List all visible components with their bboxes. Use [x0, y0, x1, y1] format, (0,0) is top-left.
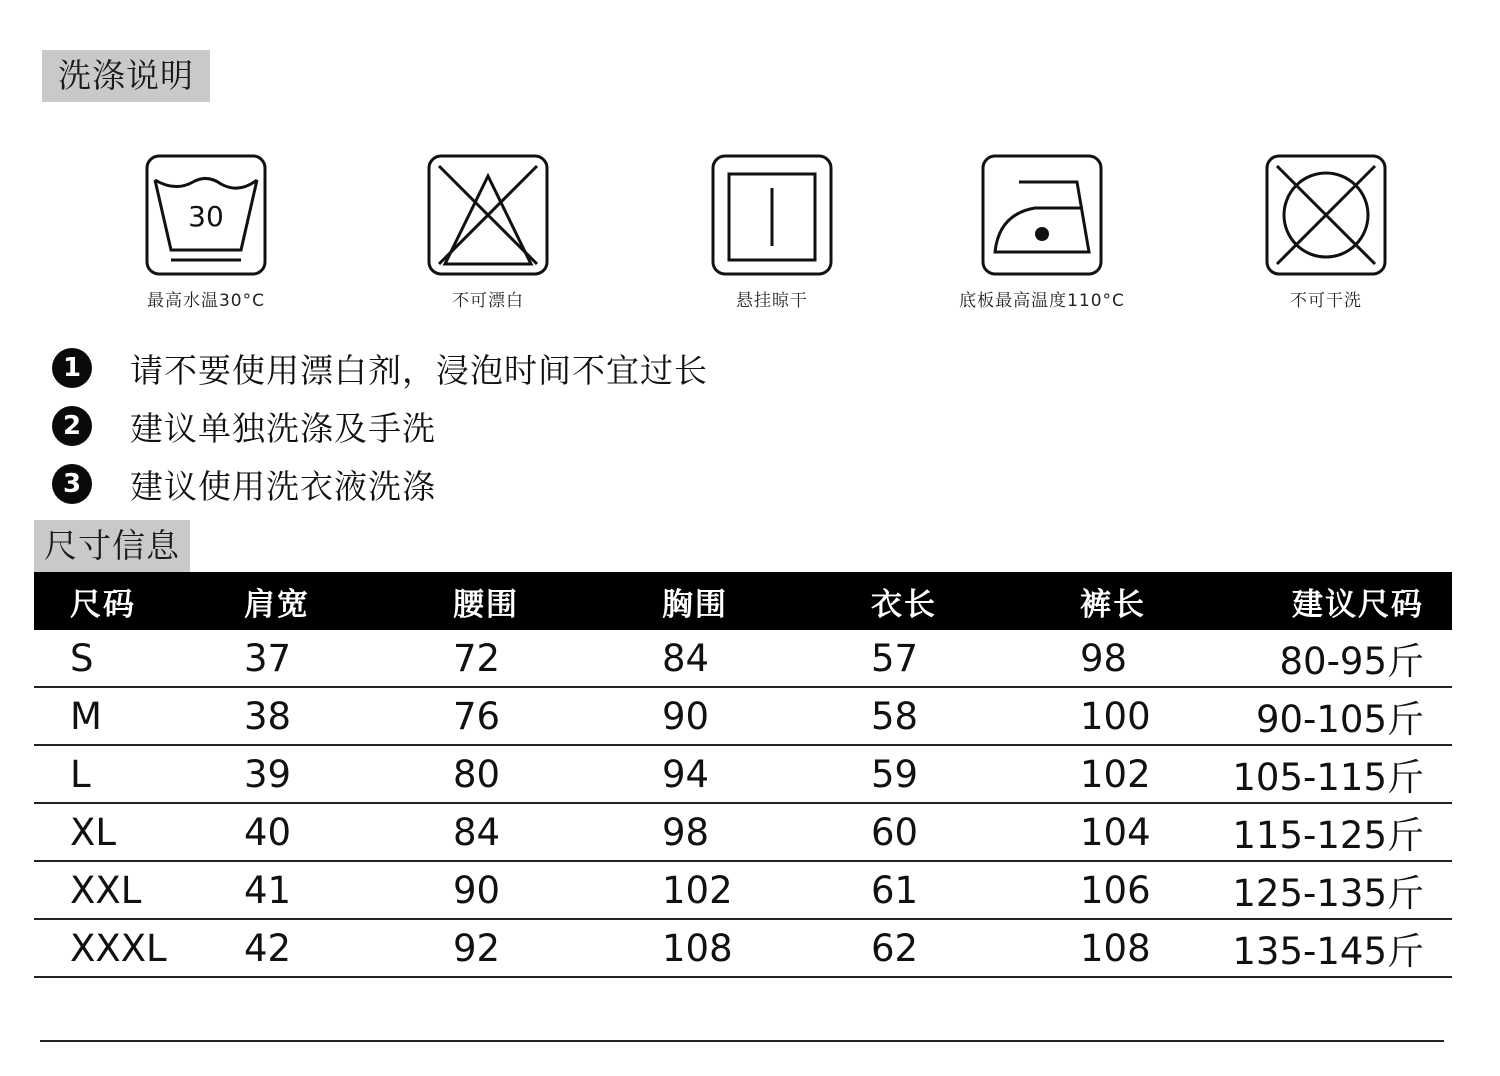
cell-recommended: 90-105斤	[1230, 687, 1452, 745]
size-table	[34, 572, 1452, 978]
table-row	[34, 861, 1452, 919]
cell-pants-length: 106	[1080, 861, 1230, 919]
cell-size: M	[34, 687, 244, 745]
size-table-header	[34, 572, 1452, 630]
note-text: 请不要使用漂白剂，浸泡时间不宜过长	[130, 350, 708, 390]
cell-top-length: 59	[871, 745, 1080, 803]
cell-chest: 108	[662, 919, 871, 977]
cell-chest: 98	[662, 803, 871, 861]
note-number-badge: 2	[52, 406, 92, 446]
cell-waist: 76	[453, 687, 662, 745]
cell-shoulder: 41	[244, 861, 453, 919]
cell-waist: 90	[453, 861, 662, 919]
size-section-title: 尺寸信息	[34, 520, 190, 572]
care-label-no-bleach: 不可漂白	[452, 291, 524, 311]
care-label-no-dry-clean: 不可干洗	[1290, 291, 1362, 311]
cell-recommended: 125-135斤	[1230, 861, 1452, 919]
note-item-1	[52, 346, 708, 390]
cell-recommended: 115-125斤	[1230, 803, 1452, 861]
cell-chest: 90	[662, 687, 871, 745]
table-row	[34, 803, 1452, 861]
note-number-badge: 1	[52, 348, 92, 388]
cell-pants-length: 104	[1080, 803, 1230, 861]
header-top-length: 衣长	[871, 586, 937, 623]
cell-waist: 80	[453, 745, 662, 803]
care-label-iron-temp: 底板最高温度110°C	[959, 291, 1125, 311]
cell-top-length: 57	[871, 630, 1080, 687]
cell-chest: 102	[662, 861, 871, 919]
table-row	[34, 687, 1452, 745]
cell-chest: 84	[662, 630, 871, 687]
cell-top-length: 61	[871, 861, 1080, 919]
cell-pants-length: 98	[1080, 630, 1230, 687]
cell-size: XXL	[34, 861, 244, 919]
cell-shoulder: 38	[244, 687, 453, 745]
note-text: 建议使用洗衣液洗涤	[130, 466, 436, 506]
wash-temperature-number: 30	[188, 200, 224, 233]
cell-shoulder: 42	[244, 919, 453, 977]
cell-size: XXXL	[34, 919, 244, 977]
care-symbol-wash-30	[76, 154, 336, 311]
cell-shoulder: 39	[244, 745, 453, 803]
wash-30-icon	[145, 154, 267, 276]
header-recommended: 建议尺码	[1292, 586, 1424, 623]
wash-section-title: 洗涤说明	[42, 50, 210, 102]
header-chest: 胸围	[662, 586, 728, 623]
cell-waist: 92	[453, 919, 662, 977]
cell-recommended: 105-115斤	[1230, 745, 1452, 803]
cell-size: S	[34, 630, 244, 687]
cell-shoulder: 40	[244, 803, 453, 861]
care-symbol-iron-low	[912, 154, 1172, 311]
note-item-3	[52, 462, 436, 506]
note-number-badge: 3	[52, 464, 92, 504]
note-item-2	[52, 404, 436, 448]
care-symbol-no-bleach	[358, 154, 618, 311]
cell-recommended: 135-145斤	[1230, 919, 1452, 977]
cell-top-length: 58	[871, 687, 1080, 745]
header-pants-length: 裤长	[1080, 586, 1146, 623]
cell-top-length: 62	[871, 919, 1080, 977]
header-size: 尺码	[70, 586, 136, 623]
care-symbol-hang-dry	[642, 154, 902, 311]
cell-size: L	[34, 745, 244, 803]
cell-size: XL	[34, 803, 244, 861]
cell-recommended: 80-95斤	[1230, 630, 1452, 687]
bottom-divider	[40, 1040, 1444, 1042]
cell-shoulder: 37	[244, 630, 453, 687]
note-text: 建议单独洗涤及手洗	[130, 408, 436, 448]
cell-pants-length: 108	[1080, 919, 1230, 977]
care-label-wash-temp: 最高水温30°C	[146, 291, 265, 311]
cell-waist: 72	[453, 630, 662, 687]
table-row	[34, 630, 1452, 687]
cell-chest: 94	[662, 745, 871, 803]
header-waist: 腰围	[453, 586, 519, 623]
cell-waist: 84	[453, 803, 662, 861]
care-symbol-no-dry-clean	[1196, 154, 1456, 311]
no-dry-clean-icon	[1265, 154, 1387, 276]
cell-pants-length: 100	[1080, 687, 1230, 745]
cell-top-length: 60	[871, 803, 1080, 861]
no-bleach-icon	[427, 154, 549, 276]
cell-pants-length: 102	[1080, 745, 1230, 803]
hang-dry-icon	[711, 154, 833, 276]
table-row	[34, 745, 1452, 803]
header-shoulder: 肩宽	[244, 586, 310, 623]
iron-low-icon	[981, 154, 1103, 276]
care-label-hang-dry: 悬挂晾干	[736, 291, 808, 311]
table-row	[34, 919, 1452, 977]
